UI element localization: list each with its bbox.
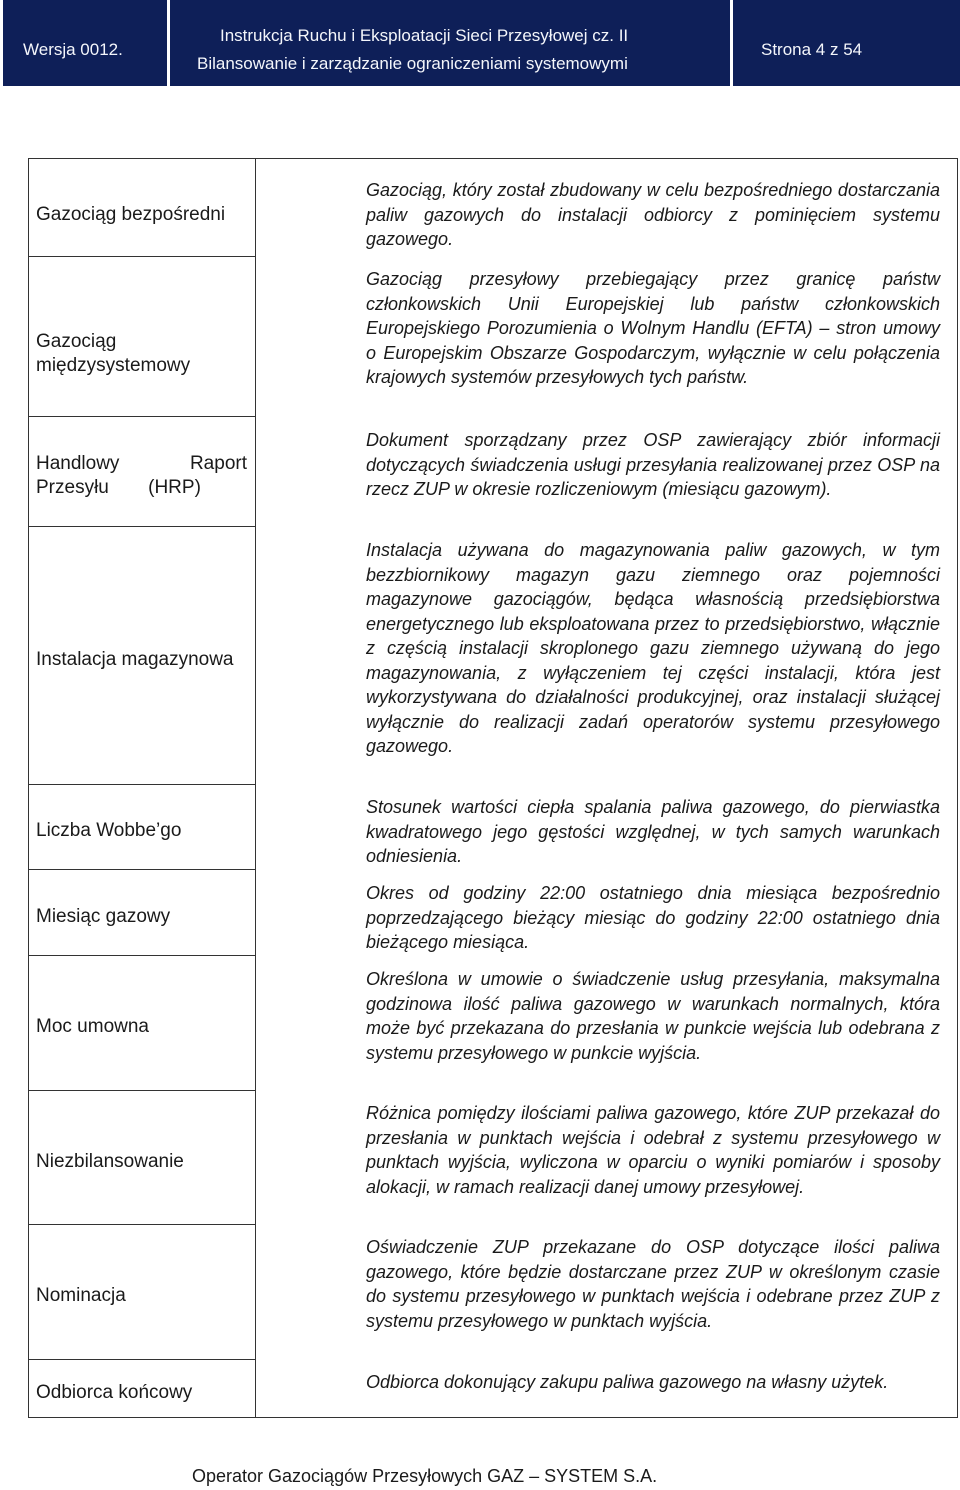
row-divider — [29, 1224, 255, 1225]
definition-gazociag-miedzysystemowy: Gazociąg przesyłowy przebiegający przez granicę państw członkowskich Unii Europejskiej lub państw członkowskich Europejskiego Porozumienia o Wolnym Handlu (EFTA) – stron umowy o Europejskim Obszarze Gospodarczym, wyłącznie w celu połączenia krajowych systemów przesyłowych tych państw. — [366, 269, 940, 387]
term-nominacja: Nominacja — [36, 1285, 126, 1306]
definition-moc-umowna: Określona w umowie o świadczenie usług przesyłania, maksymalna godzinowa ilość paliwa gazowego w warunkach normalnych, która może być przekazana do przesłania w punkcie wejścia lub odebrana z systemu przesyłowego w punkcie wyjścia. — [366, 969, 940, 1063]
definition-handlowy-raport-przesylu: Dokument sporządzany przez OSP zawierający zbiór informacji dotyczących świadczenia usługi przesyłania realizowanej przez OSP na rzecz ZUP w okresie rozliczeniowym (miesiącu gazowym). — [366, 430, 940, 499]
document-subtitle: Bilansowanie i zarządzanie ograniczeniami systemowymi — [197, 54, 628, 73]
term-liczba-wobbego: Liczba Wobbe’go — [36, 820, 182, 841]
row-divider — [29, 784, 255, 785]
definition-niezbilansowanie: Różnica pomiędzy ilościami paliwa gazowego, które ZUP przekazał do przesłania w punktach wejścia i odebrał z systemu przesyłowego w punktach wyjścia, wyliczona w oparciu o wyniki pomiarów i sposoby alokacji, w ramach realizacji danej umowy przesyłowej. — [366, 1103, 940, 1197]
term-odbiorca-koncowy: Odbiorca końcowy — [36, 1382, 193, 1403]
term-gazociag-miedzysystemowy: Gazociąg międzysystemowy — [36, 331, 191, 376]
row-divider — [29, 955, 255, 956]
definition-miesiac-gazowy: Okres od godziny 22:00 ostatniego dnia miesiąca bezpośrednio poprzedzającego bieżący miesiąc do godziny 22:00 ostatniego dnia bieżącego miesiąca. — [366, 883, 940, 952]
page-number: Strona 4 z 54 — [761, 40, 863, 59]
definition-liczba-wobbego: Stosunek wartości ciepła spalania paliwa gazowego, do pierwiastka kwadratowego jego gęstości względnej, w tych samych warunkach odniesienia. — [366, 797, 940, 866]
row-divider — [29, 869, 255, 870]
document-version: Wersja 0012. — [23, 40, 123, 59]
definition-gazociag-bezposredni: Gazociąg, który został zbudowany w celu bezpośredniego dostarczania paliw gazowych do instalacji odbiorcy z pominięciem systemu gazowego. — [366, 180, 940, 249]
term-handlowy-raport-przesylu: Handlowy Raport Przesyłu (HRP) — [36, 453, 247, 498]
term-gazociag-bezposredni: Gazociąg bezpośredni — [36, 204, 226, 225]
row-divider — [29, 416, 255, 417]
definition-instalacja-magazynowa: Instalacja używana do magazynowania paliw gazowych, w tym bezzbiornikowy magazyn gazu ziemnego oraz pojemności magazynowe gazociągów, będąca własnością przedsiębiorstwa energetycznego lub eksploatowana przez to przedsiębiorstwo, włącznie z częścią instalacji skroplonego gazu ziemnego używaną do jego magazynowania, z wyłączeniem tej części instalacji, która jest wykorzystywana do działalności produkcyjnej, oraz instalacji służącej wyłącznie do realizacji zadań operatorów systemu przesyłowego gazowego. — [366, 540, 940, 756]
page-header — [0, 0, 960, 90]
page-footer: Operator Gazociągów Przesyłowych GAZ – SYSTEM S.A. — [192, 1466, 658, 1486]
column-divider — [255, 158, 256, 1418]
row-divider — [29, 526, 255, 527]
document-title: Instrukcja Ruchu i Eksploatacji Sieci Przesyłowej cz. II — [220, 26, 629, 45]
term-miesiac-gazowy: Miesiąc gazowy — [36, 906, 171, 927]
term-instalacja-magazynowa: Instalacja magazynowa — [36, 649, 234, 670]
term-moc-umowna: Moc umowna — [36, 1016, 149, 1037]
term-niezbilansowanie: Niezbilansowanie — [36, 1151, 184, 1172]
definition-nominacja: Oświadczenie ZUP przekazane do OSP dotyczące ilości paliwa gazowego, które będzie dostarczane przez ZUP w określonym czasie do systemu przesyłowego w punktach wejścia i odebrane przez ZUP z systemu przesyłowego w punktach wyjścia. — [366, 1237, 940, 1331]
row-divider — [29, 1090, 255, 1091]
row-divider — [29, 256, 255, 257]
definition-odbiorca-koncowy: Odbiorca dokonujący zakupu paliwa gazowego na własny użytek. — [366, 1372, 889, 1392]
row-divider — [29, 1359, 255, 1360]
